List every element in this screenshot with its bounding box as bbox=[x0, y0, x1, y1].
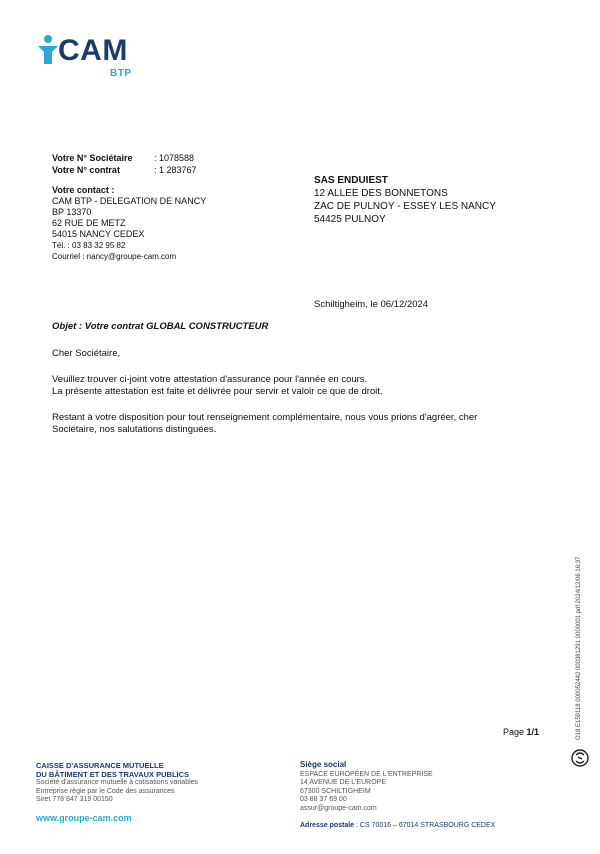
logo-subtitle: BTP bbox=[110, 68, 132, 79]
document-side-reference: O18 E159118 000052442 000381291 0000001 pdf 2024/12/06 16:37 bbox=[576, 556, 582, 740]
logo-figure-head-icon bbox=[44, 35, 52, 43]
reference-value: : 1078588 bbox=[154, 153, 195, 163]
footer-hq-line: ESPACE EUROPÉEN DE L'ENTREPRISE bbox=[300, 770, 433, 778]
recycle-seal-icon bbox=[570, 748, 590, 768]
page-number bbox=[503, 727, 539, 737]
contact-phone: Tél. : 03 83 32 95 82 bbox=[52, 241, 126, 250]
contact-block bbox=[52, 185, 206, 262]
footer-meta-line: Société d'assurance mutuelle à cotisations variables bbox=[36, 779, 199, 786]
recipient-line: 54425 PULNOY bbox=[314, 214, 386, 225]
contact-line: 62 RUE DE METZ bbox=[52, 218, 126, 228]
footer-org-line: CAISSE D'ASSURANCE MUTUELLE bbox=[36, 761, 164, 770]
reference-row-contrat bbox=[52, 164, 197, 176]
footer-hq-line: 14 AVENUE DE L'EUROPE bbox=[300, 779, 387, 786]
postal-value: : CS 70016 – 67014 STRASBOURG CEDEX bbox=[354, 822, 496, 829]
footer-hq-email[interactable]: assur@groupe-cam.com bbox=[300, 804, 377, 812]
recipient-name: SAS ENDUIEST bbox=[314, 175, 388, 186]
reference-label: Votre N° Sociétaire bbox=[52, 153, 133, 163]
footer-org-line: DU BÂTIMENT ET DES TRAVAUX PUBLICS bbox=[36, 770, 190, 779]
contact-title: Votre contact : bbox=[52, 185, 115, 195]
page-value: 1/1 bbox=[526, 727, 540, 737]
footer-meta-line: Siret 778 847 319 00150 bbox=[36, 796, 113, 803]
reference-value: : 1 283767 bbox=[154, 165, 197, 175]
recipient-line: ZAC DE PULNOY - ESSEY LES NANCY bbox=[314, 201, 496, 212]
recipient-address bbox=[314, 174, 496, 226]
footer-headquarters bbox=[300, 761, 495, 831]
recipient-line: 12 ALLEE DES BONNETONS bbox=[314, 188, 448, 199]
footer-meta-line: Entreprise régie par le Code des assurances bbox=[36, 787, 175, 795]
footer-hq-phone: 03 88 37 69 00 bbox=[300, 796, 347, 803]
contact-line: CAM BTP - DELEGATION DE NANCY bbox=[52, 196, 207, 206]
contact-email: Courriel : nancy@groupe-cam.com bbox=[52, 252, 177, 261]
page-prefix: Page bbox=[503, 727, 527, 737]
postal-label: Adresse postale bbox=[300, 822, 355, 829]
footer-website-link[interactable]: www.groupe-cam.com bbox=[36, 812, 132, 823]
footer-postal-address bbox=[300, 822, 495, 831]
footer-hq-line: 67300 SCHILTIGHEIM bbox=[300, 787, 371, 795]
reference-row-societaire bbox=[52, 152, 197, 164]
logo-wordmark: CAM bbox=[58, 34, 128, 67]
contact-line: BP 13370 bbox=[52, 207, 92, 217]
reference-block bbox=[52, 152, 197, 176]
closing-paragraph: Restant à votre disposition pour tout renseignement complémentaire, nous vous prions d'agréer, cher Sociétaire, nos salutations distinguées. bbox=[52, 411, 478, 435]
reference-label: Votre N° contrat bbox=[52, 165, 120, 175]
footer-hq-title: Siège social bbox=[300, 760, 347, 769]
contact-line: 54015 NANCY CEDEX bbox=[52, 229, 145, 239]
letter-date: Schiltigheim, le 06/12/2024 bbox=[314, 299, 429, 310]
body-paragraph: Veuillez trouver ci-joint votre attestation d'assurance pour l'année en cours. La présente attestation est faite et délivrée pour servir et valoir ce que de droit. bbox=[52, 373, 383, 397]
letter-body bbox=[52, 348, 522, 450]
footer-organization bbox=[36, 761, 198, 822]
salutation: Cher Sociétaire, bbox=[52, 348, 121, 359]
logo-figure-body-icon bbox=[38, 46, 58, 64]
letter-subject: Objet : Votre contrat GLOBAL CONSTRUCTEUR bbox=[52, 321, 269, 332]
